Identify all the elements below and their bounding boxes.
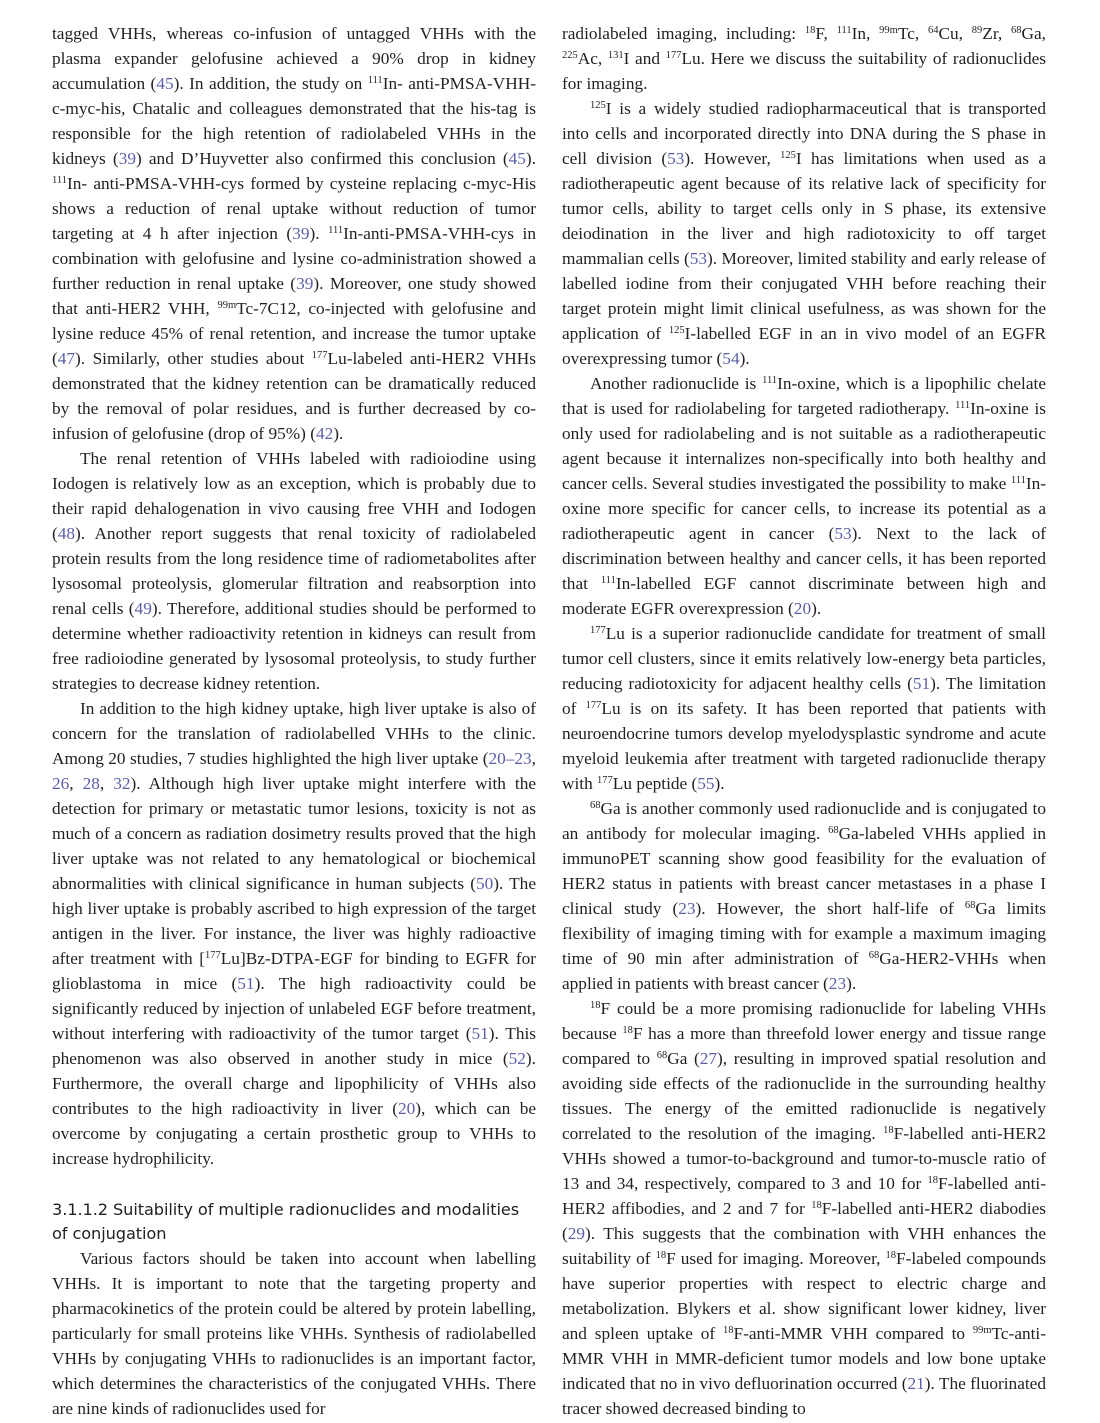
citation-link[interactable]: 39 xyxy=(118,149,136,168)
citation-link[interactable]: 52 xyxy=(508,1049,526,1068)
body-paragraph: $^{18}$F could be a more promising radionuclide for labeling VHHs because $^{18}$F has a more than threefold lower energy and tissue range compared to $^{68}$Ga (27), resulting in improved spatial resolution and avoiding side effects of the radionuclide in the surrounding healthy tissues. The energy of the emitted radionuclide is negatively correlated to the resolution of the imaging. $^{18}$F-labelled anti-HER2 VHHs showed a tumor-to-background and tumor-to-muscle ratio of 13 and 34, respectively, compared to 3 and 10 for $^{18}$F-labelled anti-HER2 affibodies, and 2 and 7 for $^{18}$F-labelled anti-HER2 diabodies (29). This suggests that the combination with VHH enhances the suitability of $^{18}$F used for imaging. Moreover, $^{18}$F-labeled compounds have superior properties with respect to electric charge and metabolization. Blykers et al. show significant lower kidney, liver and spleen uptake of $^{18}$F-anti-MMR VHH compared to $^{99m}$Tc-anti-MMR VHH in MMR-deficient tumor models and low bone uptake indicated that no in vivo defluorination occurred (21). The fluorinated tracer showed decreased binding to xyxy=(562,999,1047,1418)
isotope-superscript: 68 xyxy=(656,1050,668,1061)
citation-link[interactable]: 23 xyxy=(828,974,847,993)
isotope-superscript: 225 xyxy=(562,50,578,61)
citation-link[interactable]: 20–23 xyxy=(488,749,532,768)
citation-link[interactable]: 45 xyxy=(508,149,526,168)
isotope-superscript: 177 xyxy=(597,775,613,786)
body-paragraph: The renal retention of VHHs labeled with radioiodine using Iodogen is relatively low as an exception, which is probably due to their rapid dehalogenation in vivo causing free VHH and Iodogen (48). Another report suggests that renal toxicity of radiolabeled protein results from the long residence time of radiometabolites after lysosomal proteolysis, glomerular filtration and reabsorption into renal cells (49). Therefore, additional studies should be performed to determine whether radioactivity retention in kidneys can result from free radioiodine generated by lysosomal proteolysis, to study further strategies to decrease kidney retention. xyxy=(52,449,536,693)
isotope-superscript: 99m xyxy=(972,1325,992,1336)
isotope-superscript: 177 xyxy=(590,625,606,636)
isotope-superscript: 18 xyxy=(622,1025,633,1036)
isotope-superscript: 18 xyxy=(590,1000,601,1011)
citation-link[interactable]: 42 xyxy=(315,424,334,443)
citation-link[interactable]: 53 xyxy=(689,249,708,268)
isotope-superscript: 125 xyxy=(590,100,606,111)
body-paragraph: radiolabeled imaging, including: $^{18}$F, $^{111}$In, $^{99m}$Tc, $^{64}$Cu, $^{89}$Zr, $^{68}$Ga, $^{225}$Ac, $^{131}$I and $^{177}$Lu. Here we discuss the suitability of radionuclides for imaging. xyxy=(562,24,1046,93)
citation-link[interactable]: 28 xyxy=(82,774,100,793)
isotope-superscript: 18 xyxy=(927,1175,939,1186)
isotope-superscript: 18 xyxy=(655,1250,667,1261)
isotope-superscript: 68 xyxy=(590,800,601,811)
isotope-superscript: 64 xyxy=(927,25,939,36)
citation-link[interactable]: 51 xyxy=(912,674,931,693)
citation-link[interactable]: 23 xyxy=(678,899,696,918)
isotope-superscript: 18 xyxy=(804,25,816,36)
citation-link[interactable]: 50 xyxy=(475,874,494,893)
isotope-superscript: 111 xyxy=(600,575,616,586)
isotope-superscript: 18 xyxy=(883,1125,894,1136)
citation-link[interactable]: 32 xyxy=(113,774,131,793)
citation-link[interactable]: 55 xyxy=(697,774,715,793)
citation-link[interactable]: 45 xyxy=(156,74,174,93)
isotope-superscript: 177 xyxy=(665,50,682,61)
isotope-superscript: 111 xyxy=(836,25,852,36)
body-paragraph: Another radionuclide is $^{111}$In-oxine, which is a lipophilic chelate that is used for radiolabeling for targeted radiotherapy. $^{111}$In-oxine is only used for radiolabeling and is not suitable as a radiotherapeutic agent because it internalizes non-specifically into both healthy and cancer cells. Several studies investigated the possibility to make $^{111}$In-oxine more specific for cancer cells, to increase its potential as a radiotherapeutic agent in cancer (53). Next to the lack of discrimination between healthy and cancer cells, it has been reported that $^{111}$In-labelled EGF cannot discriminate between high and moderate EGFR overexpression (20). xyxy=(562,374,1047,618)
isotope-superscript: 177 xyxy=(311,350,328,361)
isotope-superscript: 18 xyxy=(885,1250,897,1261)
citation-link[interactable]: 39 xyxy=(292,224,310,243)
left-column xyxy=(52,21,536,1421)
isotope-superscript: 18 xyxy=(722,1325,734,1336)
isotope-superscript: 125 xyxy=(780,150,796,161)
isotope-superscript: 99m xyxy=(879,25,898,36)
body-paragraph: $^{125}$I is a widely studied radiopharmaceutical that is transported into cells and incorporated directly into DNA during the S phase in cell division (53). However, $^{125}$I has limitations when used as a radiotherapeutic agent because of its relative lack of specificity for tumor cells, ability to target cells only in S phase, its extensive deiodination in the liver and high radiotoxicity to off target mammalian cells (53). Moreover, limited stability and early release of labelled iodine from their conjugated VHH before reaching their target protein might limit clinical usefulness, as was shown for the application of $^{125}$I-labelled EGF in an in vivo model of an EGFR overexpressing tumor (54). xyxy=(562,99,1046,368)
citation-link[interactable]: 48 xyxy=(57,524,76,543)
isotope-superscript: 68 xyxy=(964,900,976,911)
isotope-superscript: 68 xyxy=(828,825,839,836)
citation-link[interactable]: 27 xyxy=(699,1049,718,1068)
citation-link[interactable]: 26 xyxy=(52,774,70,793)
isotope-superscript: 125 xyxy=(668,325,685,336)
isotope-superscript: 111 xyxy=(1010,475,1026,486)
isotope-superscript: 111 xyxy=(52,175,67,186)
citation-link[interactable]: 20 xyxy=(793,599,812,618)
isotope-superscript: 111 xyxy=(955,400,971,411)
citation-link[interactable]: 29 xyxy=(567,1224,586,1243)
isotope-superscript: 18 xyxy=(811,1200,822,1211)
isotope-superscript: 99m xyxy=(217,300,237,311)
citation-link[interactable]: 21 xyxy=(907,1374,925,1393)
body-paragraph: tagged VHHs, whereas co-infusion of untagged VHHs with the plasma expander gelofusine achieved a 90% drop in kidney accumulation (45). In addition, the study on $^{111}$In- anti-PMSA-VHH-c-myc-his, Chatalic and colleagues demonstrated that the his-tag is responsible for the high retention of radiolabeled VHHs in the kidneys (39) and D’Huyvetter also confirmed this conclusion (45). $^{111}$In- anti-PMSA-VHH-cys formed by cysteine replacing c-myc-His shows a reduction of renal uptake without reduction of tumor targeting at 4 h after injection (39). $^{111}$In-anti-PMSA-VHH-cys in combination with gelofusine and lysine co-administration showed a further reduction in renal uptake (39). Moreover, one study showed that anti-HER2 VHH, $^{99m}$Tc-7C12, co-injected with gelofusine and lysine reduce 45% of renal retention, and increase the tumor uptake (47). Similarly, other studies about $^{177}$Lu-labeled anti-HER2 VHHs demonstrated that the kidney retention can be dramatically reduced by the removal of polar residues, and is further decreased by co-infusion of gelofusine (drop of 95%) (42). xyxy=(52,24,536,443)
isotope-superscript: 111 xyxy=(328,225,344,236)
isotope-superscript: 111 xyxy=(762,375,778,386)
citation-link[interactable]: 54 xyxy=(722,349,740,368)
citation-link[interactable]: 20 xyxy=(397,1099,416,1118)
right-column xyxy=(562,21,1046,1421)
citation-link[interactable]: 53 xyxy=(667,149,685,168)
isotope-superscript: 68 xyxy=(868,950,880,961)
isotope-superscript: 177 xyxy=(205,950,221,961)
isotope-superscript: 131 xyxy=(607,50,624,61)
citation-link[interactable]: 53 xyxy=(834,524,852,543)
body-paragraph: $^{177}$Lu is a superior radionuclide candidate for treatment of small tumor cell clusters, since it emits relatively low-energy beta particles, reducing radiotoxicity for adjacent healthy cells (51). The limitation of $^{177}$Lu is on its safety. It has been reported that patients with neuroendocrine tumors develop myelodysplastic syndrome and acute myeloid leukemia after treatment with targeted radionuclide therapy with $^{177}$Lu peptide (55). xyxy=(562,624,1046,793)
citation-link[interactable]: 49 xyxy=(134,599,152,618)
citation-link[interactable]: 51 xyxy=(471,1024,489,1043)
isotope-superscript: 177 xyxy=(585,700,602,711)
body-paragraph: $^{68}$Ga is another commonly used radionuclide and is conjugated to an antibody for molecular imaging. $^{68}$Ga-labeled VHHs applied in immunoPET scanning show good feasibility for the evaluation of HER2 status in patients with breast cancer metastases in a phase I clinical study (23). However, the short half-life of $^{68}$Ga limits flexibility of imaging timing with for example a maximum imaging time of 90 min after administration of $^{68}$Ga-HER2-VHHs when applied in patients with breast cancer (23). xyxy=(562,799,1047,993)
body-paragraph: Various factors should be taken into account when labelling VHHs. It is important to note that the targeting property and pharmacokinetics of the protein could be altered by protein labelling, particularly for small proteins like VHHs. Synthesis of radiolabelled VHHs by conjugating VHHs to radionuclides is an important factor, which determines the characteristics of the conjugated VHHs. There are nine kinds of radionuclides used for xyxy=(52,1249,536,1418)
citation-link[interactable]: 39 xyxy=(296,274,314,293)
isotope-superscript: 68 xyxy=(1011,25,1022,36)
section-heading: 3.1.1.2 Suitability of multiple radionuclides and modalities of conjugation xyxy=(52,1200,520,1243)
citation-link[interactable]: 47 xyxy=(57,349,76,368)
isotope-superscript: 89 xyxy=(971,25,983,36)
isotope-superscript: 111 xyxy=(367,75,383,86)
body-paragraph: In addition to the high kidney uptake, high liver uptake is also of concern for the translation of radiolabelled VHHs to the clinic. Among 20 studies, 7 studies highlighted the high liver uptake (20–23, 26, 28, 32). Although high liver uptake might interfere with the detection for primary or metastatic tumor lesions, toxicity is not as much of a concern as radiation dosimetry results proved that the high liver uptake was not related to any hematological or biochemical abnormalities with clinical significance in human subjects (50). The high liver uptake is probably ascribed to high expression of the target antigen in the liver. For instance, the liver was highly radioactive after treatment with [$^{177}$Lu]Bz-DTPA-EGF for binding to EGFR for glioblastoma in mice (51). The high radioactivity could be significantly reduced by injection of unlabeled EGF before treatment, without interfering with radioactivity of the tumor target (51). This phenomenon was also observed in another study in mice (52). Furthermore, the overall charge and lipophilicity of VHHs also contributes to the high radioactivity in liver (20), which can be overcome by conjugating a certain prosthetic group to VHHs to increase hydrophilicity. xyxy=(52,699,537,1168)
citation-link[interactable]: 51 xyxy=(237,974,255,993)
